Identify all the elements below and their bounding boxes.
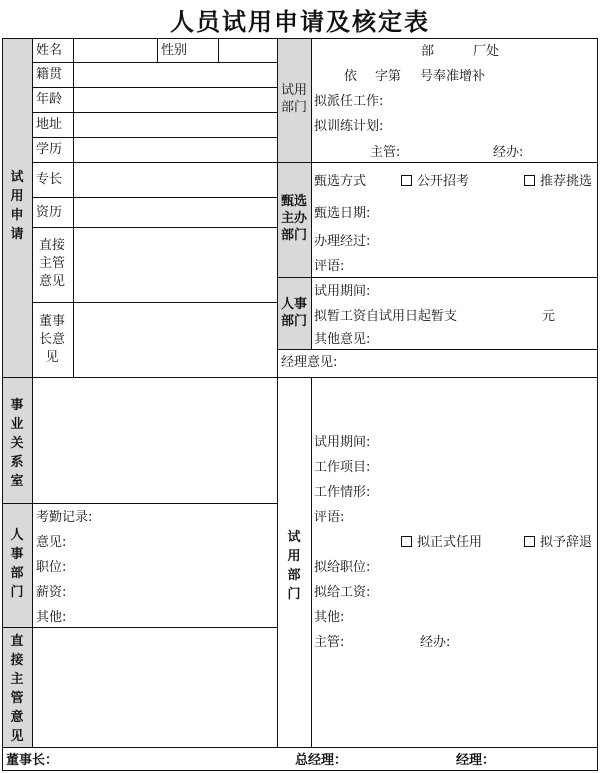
assign-work-label: 拟派任工作: [314,94,384,109]
option-formal[interactable] [401,535,482,550]
footer-manager: 经理： [456,753,496,768]
chairman-opinion-label: 董事长意见 [38,314,65,365]
education-label: 学历 [36,142,63,157]
footer-chairman: 董事长： [6,753,59,768]
trial-dept-line2-a: 依 [344,69,358,84]
address-label: 地址 [36,117,63,132]
selection-process-label: 办理经过: [314,234,371,249]
supervisor-bottom-input[interactable] [33,628,277,747]
gender-input[interactable] [219,39,277,62]
hr-salary-unit: 元 [542,309,556,324]
trial-handler-label: 经办: [493,145,524,160]
hr-salary-label: 拟暂工资自试用日起暂支 [314,309,458,324]
attendance-label: 考勤记录: [36,510,93,525]
option-open-exam[interactable] [401,174,469,189]
supervisor-bottom-label: 直接主管意见 [10,634,24,744]
checkbox-open-exam[interactable] [401,175,412,186]
checkbox-formal[interactable] [401,536,412,547]
option-recommend-label: 推荐挑选 [540,174,593,189]
name-label: 姓名 [36,43,63,58]
address-input[interactable] [74,113,277,137]
age-input[interactable] [74,88,277,112]
eval-comment-label: 评语: [314,510,345,525]
eval-other-label: 其他: [314,610,345,625]
experience-label: 资历 [36,205,63,220]
gender-label: 性别 [161,43,188,58]
gm-opinion-label: 经理意见: [281,355,338,370]
trial-application-label: 试用申请 [10,170,24,242]
business-dept-label: 事业关系室 [10,398,24,489]
selection-method-label: 甄选方式 [314,174,367,189]
option-dismiss-label: 拟予辞退 [540,535,593,550]
specialty-input[interactable] [74,163,277,197]
trial-manager-label: 主管: [370,145,401,160]
trial-dept-line2-b: 字第 [375,69,402,84]
hr-other-bottom-label: 其他: [36,610,67,625]
checkbox-recommend[interactable] [524,175,535,186]
selection-comment-label: 评语: [314,259,345,274]
form-title: 人员试用申请及核定表 [170,8,430,36]
hr-period-label: 试用期间: [314,284,371,299]
chairman-opinion-input[interactable] [74,303,277,377]
hr-position-label: 职位: [36,560,67,575]
business-dept-input[interactable] [33,378,277,503]
trial-dept-label: 试用部门 [280,83,307,115]
option-dismiss[interactable] [524,535,592,550]
eval-handler-label: 经办: [420,635,451,650]
age-label: 年龄 [36,92,63,107]
selection-date-label: 甄选日期: [314,206,371,221]
checkbox-dismiss[interactable] [524,536,535,547]
eval-manager-label: 主管: [314,635,345,650]
native-place-label: 籍贯 [36,67,63,82]
supervisor-opinion-label: 直接主管意见 [38,238,65,289]
eval-situation-label: 工作情形: [314,485,371,500]
trial-dept-line1-b: 厂处 [473,44,500,59]
trial-dept-line2-c: 号奉准增补 [420,69,486,84]
hr-top-label: 人事部门 [280,297,307,329]
eval-salary-label: 拟给工资: [314,585,371,600]
hr-salary-bottom-label: 薪资: [36,585,67,600]
hr-other-label: 其他意见: [314,332,371,347]
option-open-exam-label: 公开招考 [417,174,470,189]
education-input[interactable] [74,138,277,162]
selection-dept-label: 甄选主办部门 [280,194,307,243]
eval-period-label: 试用期间: [314,435,371,450]
hr-bottom-label: 人事部门 [10,528,24,600]
eval-position-label: 拟给职位: [314,560,371,575]
footer-general-manager: 总经理： [295,753,348,768]
trial-dept-bottom-label: 试用部门 [287,530,301,602]
training-plan-label: 拟训练计划: [314,119,384,134]
eval-project-label: 工作项目: [314,460,371,475]
hr-opinion-label: 意见: [36,535,67,550]
experience-input[interactable] [74,198,277,227]
option-formal-label: 拟正式任用 [417,535,483,550]
native-place-input[interactable] [74,63,277,87]
specialty-label: 专长 [36,172,63,187]
supervisor-opinion-input[interactable] [74,228,277,302]
trial-dept-line1-a: 部 [421,44,435,59]
name-input[interactable] [74,39,157,62]
option-recommend[interactable] [524,174,592,189]
